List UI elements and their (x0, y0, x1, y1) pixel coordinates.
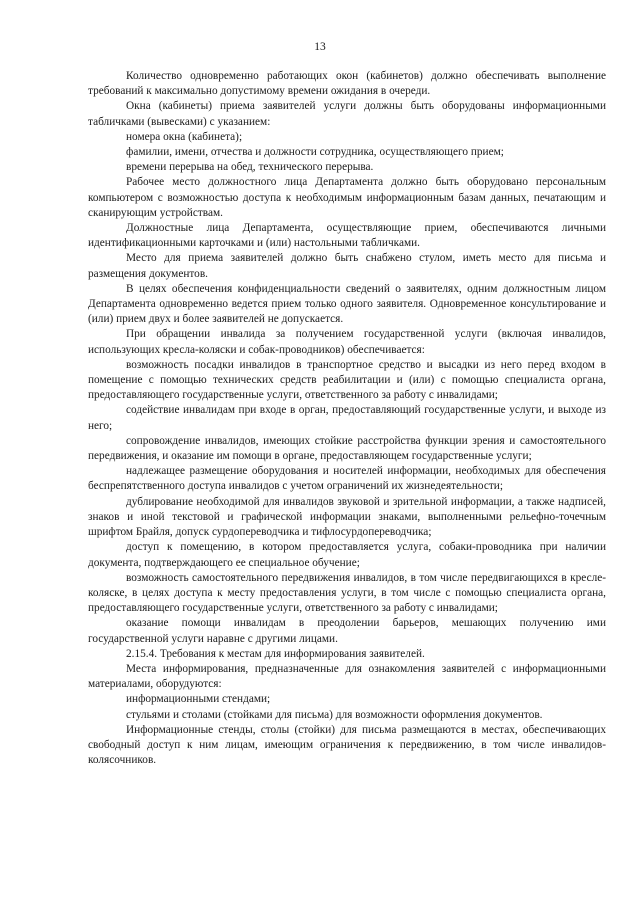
section-heading: 2.15.4. Требования к местам для информирования заявителей. (126, 647, 425, 660)
list-item: фамилии, имени, отчества и должности сотрудника, осуществляющего прием; (126, 146, 504, 159)
paragraph: возможность посадки инвалидов в транспортное средство и высадки из него перед входом в помещение с помощью технических средств реабилитации и (или) с помощью специалиста органа, предоставляющего государственные услуги, ответственного за работу с инвалидами; (88, 358, 606, 402)
paragraph: В целях обеспечения конфиденциальности сведений о заявителях, одним должностным лицом Департамента одновременно ведется прием только одного заявителя. Одновременное консультирование и (или) прием двух и более заявителей не допускается. (88, 282, 606, 326)
paragraph: сопровождение инвалидов, имеющих стойкие расстройства функции зрения и самостоятельного передвижения, и оказание им помощи в органе, предоставляющем государственные услуги; (88, 434, 606, 463)
page-number: 13 (314, 41, 326, 53)
paragraph: содействие инвалидам при входе в орган, предоставляющий государственные услуги, и выходе из него; (88, 404, 606, 432)
list-item: номера окна (кабинета); (126, 130, 243, 143)
paragraph: Информационные стенды, столы (стойки) для письма размещаются в местах, обеспечивающих свободный доступ к ним лицам, имеющим ограничения к передвижению, в том числе инвалидов-колясочников. (88, 723, 606, 767)
paragraph: Рабочее место должностного лица Департамента должно быть оборудовано персональным компьютером с возможностью доступа к необходимым информационным базам данных, печатающим и сканирующим устройствам. (88, 176, 606, 219)
paragraph: Места информирования, предназначенные для ознакомления заявителей с информационными материалами, оборудуются: (88, 662, 606, 691)
paragraph: Количество одновременно работающих окон (кабинетов) должно обеспечивать выполнение требований к максимально допустимому времени ожидания в очереди. (88, 70, 606, 98)
paragraph: возможность самостоятельного передвижения инвалидов, в том числе передвигающихся в кресле-коляске, в целях доступа к месту предоставления услуги, в том числе с помощью специалиста органа, предоставляющего государственные услуги, ответственного за работу с инвалидами; (88, 571, 606, 615)
paragraph: дублирование необходимой для инвалидов звуковой и зрительной информации, а также надписей, знаков и иной текстовой и графической информации знаками, выполненными рельефно-точечным шрифтом Брайля, допуск сурдопереводчика и тифлосурдопереводчика; (88, 495, 606, 539)
paragraph: При обращении инвалида за получением государственной услуги (включая инвалидов, использующих кресла-коляски и собак-проводников) обеспечивается: (88, 328, 606, 356)
paragraph: доступ к помещению, в котором предоставляется услуга, собаки-проводника при наличии документа, подтверждающего ее специальное обучение; (88, 541, 606, 569)
list-item: информационными стендами; (126, 693, 271, 706)
list-item: стульями и столами (стойками для письма) для возможности оформления документов. (126, 708, 543, 721)
paragraph: оказание помощи инвалидам в преодолении барьеров, мешающих получению ими государственной услуги наравне с другими лицами. (88, 617, 606, 645)
document-body (88, 69, 606, 768)
paragraph: Окна (кабинеты) приема заявителей услуги должны быть оборудованы информационными табличками (вывесками) с указанием: (88, 100, 606, 128)
paragraph: Место для приема заявителей должно быть снабжено стулом, иметь место для письма и размещения документов. (88, 252, 606, 280)
list-item: времени перерыва на обед, технического перерыва. (126, 161, 374, 174)
paragraph: Должностные лица Департамента, осуществляющие прием, обеспечиваются личными идентификационными карточками и (или) настольными табличками. (88, 222, 606, 250)
paragraph: надлежащее размещение оборудования и носителей информации, необходимых для обеспечения беспрепятственного доступа инвалидов с учетом ограничений их жизнедеятельности; (88, 465, 606, 493)
